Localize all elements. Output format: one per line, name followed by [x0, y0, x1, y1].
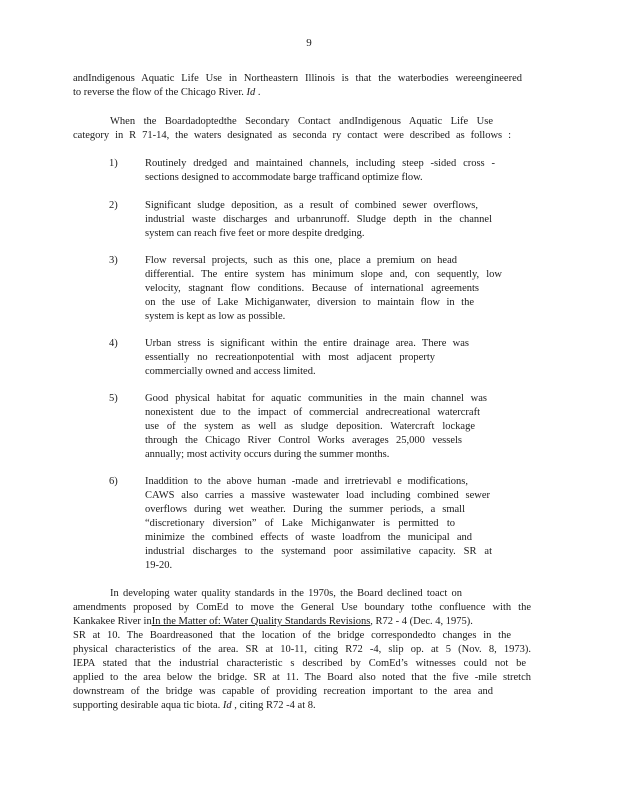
id-citation: Id: [222, 700, 232, 711]
list-item-line: use of the system as well as sludge deposition. Watercraft lockage: [145, 421, 475, 432]
final-line-1: In developing water quality standards in the 1970s, the Board declined toact on: [110, 588, 462, 599]
list-item-line: Routinely dredged and maintained channels, including steep -sided cross -: [145, 158, 495, 169]
final-line-7: applied to the area below the bridge. SR at 11. The Board also noted that the five -mile stretch: [73, 672, 531, 683]
list-item-number: 4): [109, 338, 118, 349]
list-item-line: Good physical habitat for aquatic communities in the main channel was: [145, 393, 487, 404]
final-line-3-start: Kankakee River in: [73, 616, 152, 627]
intro-line-2-end: .: [257, 87, 261, 98]
list-item-line: Significant sludge deposition, as a result of combined sewer overflows,: [145, 200, 478, 211]
final-line-4: SR at 10. The Boardreasoned that the location of the bridge correspondedto changes in the: [73, 630, 511, 641]
list-item-line: annually; most activity occurs during the summer months.: [145, 449, 390, 460]
list-item-line: overflows during wet weather. During the summer periods, a small: [145, 504, 465, 515]
intro-line-2-text: to reverse the flow of the Chicago River.: [73, 87, 244, 98]
list-item-line: “discretionary diversion” of Lake Michiganwater is permitted to: [145, 518, 455, 529]
list-item-line: Flow reversal projects, such as this one, place a premium on head: [145, 255, 457, 266]
final-line-9: [73, 699, 316, 713]
final-line-3-end: , R72 - 4 (Dec. 4, 1975).: [370, 616, 473, 627]
list-item-line: on the use of Lake Michiganwater, diversion to maintain flow in the: [145, 297, 474, 308]
list-item-line: sections designed to accommodate barge trafficand optimize flow.: [145, 172, 423, 183]
list-item-line: nonexistent due to the impact of commercial andrecreational watercraft: [145, 407, 480, 418]
list-item-line: Urban stress is significant within the entire drainage area. There was: [145, 338, 469, 349]
final-line-8: downstream of the bridge was capable of providing recreation important to the area and: [73, 686, 493, 697]
final-line-5: physical characteristics of the area. SR at 10-11, citing R72 -4, slip op. at 5 (Nov. 8, 1973).: [73, 644, 531, 655]
list-item-line: CAWS also carries a massive wastewater load including combined sewer: [145, 490, 490, 501]
final-line-9-start: supporting desirable aqua tic biota.: [73, 700, 221, 711]
list-item-number: 2): [109, 200, 118, 211]
list-item-number: 6): [109, 476, 118, 487]
list-item-number: 1): [109, 158, 118, 169]
list-item-line: industrial waste discharges and urbanrunoff. Sludge depth in the channel: [145, 214, 492, 225]
intro-line-2: [73, 86, 261, 100]
list-item-number: 5): [109, 393, 118, 404]
when-line-2: category in R 71-14, the waters designated as seconda ry contact were described as follows :: [73, 130, 511, 141]
list-item-line: industrial discharges to the systemand poor assimilative capacity. SR at: [145, 546, 492, 557]
final-line-3: [73, 615, 473, 629]
id-citation: Id: [246, 87, 256, 98]
list-item-line: system is kept as low as possible.: [145, 311, 286, 322]
list-item-line: essentially no recreationpotential with most adjacent property: [145, 352, 435, 363]
list-item-number: 3): [109, 255, 118, 266]
list-item-line: commercially owned and access limited.: [145, 366, 316, 377]
intro-line-1: andIndigenous Aquatic Life Use in Northeastern Illinois is that the waterbodies wereengineered: [73, 73, 522, 84]
list-item-line: through the Chicago River Control Works averages 25,000 vessels: [145, 435, 462, 446]
list-item-line: velocity, stagnant flow conditions. Because of international agreements: [145, 283, 479, 294]
list-item-line: 19-20.: [145, 560, 173, 571]
final-line-2: amendments proposed by ComEd to move the General Use boundary tothe confluence with the: [73, 602, 531, 613]
final-line-6: IEPA stated that the industrial characteristic s described by ComEd’s witnesses could not be: [73, 658, 526, 669]
case-citation: In the Matter of: Water Quality Standards Revisions: [151, 616, 371, 627]
list-item-line: minimize the combined effects of waste loadfrom the municipal and: [145, 532, 472, 543]
when-line-1: When the Boardadoptedthe Secondary Contact andIndigenous Aquatic Life Use: [110, 116, 493, 127]
final-line-9-end: , citing R72 -4 at 8.: [234, 700, 316, 711]
page-number: 9: [306, 37, 312, 49]
list-item-line: system can reach five feet or more despite dredging.: [145, 228, 365, 239]
list-item-line: Inaddition to the above human -made and irretrievabl e modifications,: [145, 476, 468, 487]
list-item-line: differential. The entire system has minimum slope and, con sequently, low: [145, 269, 502, 280]
